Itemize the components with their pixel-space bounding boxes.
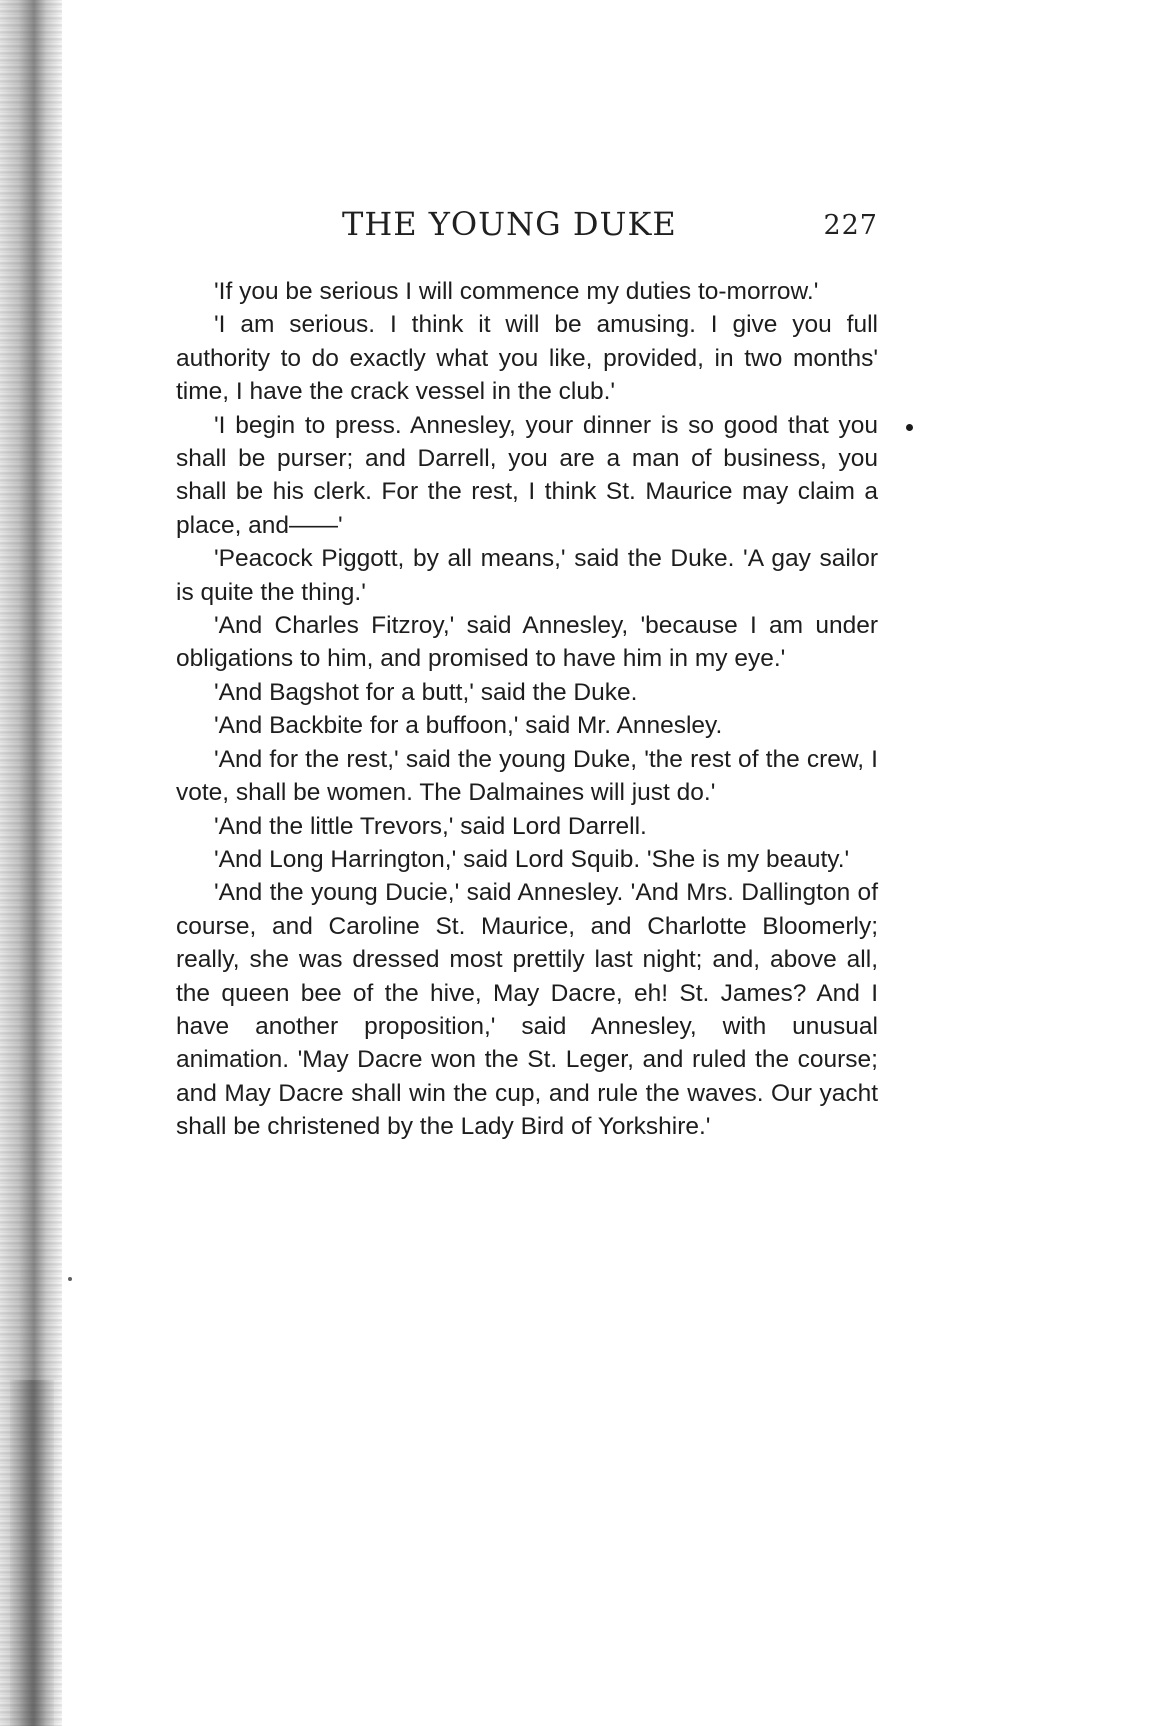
paragraph: 'Peacock Piggott, by all means,' said the Duke. 'A gay sailor is quite the thing.' [176, 545, 878, 606]
paragraph: 'And for the rest,' said the young Duke, 'the rest of the crew, I vote, shall be women. The Dalmaines will just do.' [176, 745, 878, 807]
paragraph: 'And the young Ducie,' said Annesley. 'And Mrs. Dallington of course, and Caroline St. Maurice, and Charlotte Bloomerly; really, she was dressed most prettily last night; and, above all, the queen bee of the hive, May Dacre, eh! St. James? And I have another proposition,' said Annesley, with unusual animation. 'May Dacre won the St. Leger, and ruled the course; and May Dacre shall win the cup, and rule the waves. Our yacht shall be christened by the Lady Bird of Yorkshire.' [176, 879, 878, 1141]
book-page [176, 205, 878, 1144]
paragraph: 'I am serious. I think it will be amusing. I give you full authority to do exactly what you like, provided, in two months' time, I have the crack vessel in the club.' [176, 311, 878, 406]
ink-speck [906, 424, 913, 431]
paragraph: 'And the little Trevors,' said Lord Darrell. [214, 812, 647, 840]
running-head [176, 205, 878, 249]
body-text [176, 275, 878, 1144]
running-title: THE YOUNG DUKE [342, 205, 677, 243]
paragraph: 'And Charles Fitzroy,' said Annesley, 'because I am under obligations to him, and promised to have him in my eye.' [176, 612, 878, 673]
paragraph: 'And Backbite for a buffoon,' said Mr. Annesley. [214, 712, 723, 740]
page-binding-edge [0, 0, 62, 1726]
paragraph: 'And Bagshot for a butt,' said the Duke. [214, 678, 638, 706]
paragraph: 'If you be serious I will commence my duties to-morrow.' [214, 278, 819, 305]
page-number: 227 [823, 210, 878, 241]
ink-speck [68, 1277, 72, 1281]
paragraph: 'And Long Harrington,' said Lord Squib. 'She is my beauty.' [214, 845, 850, 873]
paragraph: 'I begin to press. Annesley, your dinner is so good that you shall be purser; and Darrell, you are a man of business, you shall be his clerk. For the rest, I think St. Maurice may claim a place, and——' [176, 411, 878, 539]
